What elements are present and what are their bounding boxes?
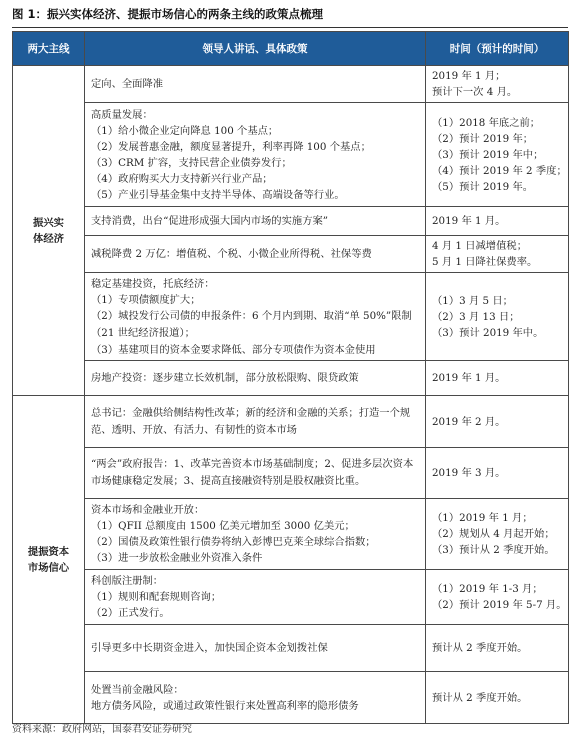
- table-row: [13, 499, 569, 570]
- time-line: 4 月 1 日减增值税；: [432, 240, 527, 252]
- time-line: （2）规划从 4 月起开始；: [432, 528, 555, 540]
- policy-line: （1）给小微企业定向降息 100 个基点；: [91, 124, 279, 137]
- table-row: [13, 625, 569, 672]
- time-line: （3）预计 2019 年中。: [432, 326, 544, 339]
- time-line: （1）2019 年 1 月；: [432, 512, 533, 524]
- time-cell: [426, 499, 569, 570]
- time-cell: [426, 236, 569, 273]
- policy-line: 处置当前金融风险：: [91, 683, 184, 696]
- time-cell: [426, 570, 569, 625]
- time-line: （2）3 月 13 日；: [432, 310, 520, 323]
- policy-line: （1）专项债额度扩大；: [91, 293, 201, 306]
- policy-line: 房地产投资：逐步建立长效机制，部分放松限购、限贷政策: [91, 372, 359, 384]
- table-row: [13, 103, 569, 207]
- time-cell: [426, 672, 569, 724]
- time-cell: [426, 103, 569, 207]
- policy-cell: [85, 66, 426, 103]
- table-row: [13, 273, 569, 361]
- table-header-row: [13, 32, 569, 66]
- source-note: 资料来源：政府网站，国泰君安证券研究: [12, 724, 192, 735]
- policy-line: “两会”政府报告：1、改革完善资本市场基础制度；2、促进多层次资本市场健康稳定发展；3、提高直接融资特别是股权融资比重。: [91, 458, 414, 487]
- policy-cell: [85, 570, 426, 625]
- policy-line: 总书记：金融供给侧结构性改革；新的经济和金融的关系；打造一个规范、透明、开放、有活力、有韧性的资本市场: [91, 406, 411, 436]
- policy-cell: [85, 672, 426, 724]
- policy-line: 稳定基建投资，托底经济：: [91, 277, 215, 290]
- policy-line: （1）QFII 总额度由 1500 亿美元增加至 3000 亿美元；: [91, 520, 355, 532]
- policy-line: （2）发展普惠金融，额度显著提升，利率再降 100 个基点；: [91, 140, 371, 153]
- title-divider: [12, 27, 568, 28]
- time-cell: [426, 448, 569, 499]
- time-line: 2019 年 2 月。: [432, 415, 506, 428]
- policy-line: 高质量发展：: [91, 108, 153, 121]
- table-row: [13, 207, 569, 236]
- table-row: [13, 236, 569, 273]
- policy-cell: [85, 499, 426, 570]
- policy-cell: [85, 448, 426, 499]
- time-cell: [426, 625, 569, 672]
- policy-cell: [85, 103, 426, 207]
- time-line: （1）3 月 5 日；: [432, 294, 513, 307]
- policy-line: （1）规则和配套规则咨询；: [91, 591, 222, 603]
- policy-cell: [85, 396, 426, 448]
- policy-cell: [85, 625, 426, 672]
- time-line: 2019 年 1 月。: [432, 372, 506, 384]
- time-line: （3）预计从 2 季度开始。: [432, 544, 555, 556]
- time-line: （1）2018 年底之前；: [432, 116, 541, 129]
- policy-line: 减税降费 2 万亿：增值税、个税、小微企业所得税、社保等费: [91, 248, 372, 260]
- table-row: [13, 361, 569, 396]
- policy-line: 地方债务风险，或通过政策性银行来处置高利率的隐形债务: [91, 699, 359, 712]
- table-row: [13, 448, 569, 499]
- figure-title: 图 1：振兴实体经济、提振市场信心的两条主线的政策点梳理: [12, 7, 324, 21]
- time-line: 预计从 2 季度开始。: [432, 691, 528, 704]
- time-cell: [426, 361, 569, 396]
- policy-line: 科创版注册制：: [91, 575, 164, 587]
- header-time: 时间（预计的时间）: [426, 32, 569, 66]
- policy-line: 定向、全面降准: [91, 78, 164, 90]
- time-line: （2）预计 2019 年；: [432, 132, 534, 145]
- time-cell: [426, 207, 569, 236]
- time-cell: [426, 66, 569, 103]
- header-policy: 领导人讲话、具体政策: [85, 32, 426, 66]
- category-label: 振兴实体经济: [33, 216, 64, 245]
- category-label: 提振资本市场信心: [27, 545, 70, 574]
- policy-line: 引导更多中长期资金进入，加快国企资本金划拨社保: [91, 642, 328, 654]
- policy-cell: [85, 236, 426, 273]
- policy-cell: [85, 361, 426, 396]
- category-cell-real-economy: [13, 66, 85, 396]
- time-line: （5）预计 2019 年。: [432, 180, 534, 193]
- time-line: 5 月 1 日降社保费率。: [432, 256, 538, 268]
- time-line: 2019 年 1 月；: [432, 70, 506, 82]
- table-row: [13, 66, 569, 103]
- time-line: （3）预计 2019 年中；: [432, 148, 544, 161]
- time-cell: [426, 273, 569, 361]
- time-line: 2019 年 1 月。: [432, 215, 506, 227]
- policy-line: （3）基建项目的资本金要求降低、部分专项债作为资本金使用: [91, 343, 376, 356]
- table-row: [13, 672, 569, 724]
- time-line: （1）2019 年 1-3 月；: [432, 583, 543, 595]
- header-main-line: 两大主线: [13, 32, 85, 66]
- policy-line: （5）产业引导基金集中支持半导体、高端设备等行业。: [91, 188, 345, 201]
- table-row: [13, 396, 569, 448]
- policy-cell: [85, 207, 426, 236]
- policy-table: [12, 31, 569, 724]
- policy-line: 支持消费，出台“促进形成强大国内市场的实施方案”: [91, 215, 329, 227]
- time-line: （2）预计 2019 年 5-7 月。: [432, 599, 567, 611]
- category-cell-capital-market: [13, 396, 85, 724]
- time-line: （4）预计 2019 年 2 季度；: [432, 164, 567, 177]
- policy-line: （2）正式发行。: [91, 607, 170, 619]
- policy-line: （2）城投发行公司债的申报条件：6 个月内到期、取消“单 50%”限制（21 世纪经济报道）；: [91, 309, 412, 339]
- time-cell: [426, 396, 569, 448]
- policy-line: （3）进一步放松金融业外资准入条件: [91, 552, 263, 564]
- time-line: 预计从 2 季度开始。: [432, 642, 528, 654]
- policy-line: 资本市场和金融业开放：: [91, 504, 205, 516]
- policy-line: （4）政府购买大力支持新兴行业产品；: [91, 172, 273, 185]
- policy-cell: [85, 273, 426, 361]
- time-line: 2019 年 3 月。: [432, 467, 506, 479]
- time-line: 预计下一次 4 月。: [432, 86, 518, 98]
- policy-line: （2）国债及政策性银行债券将纳入彭博巴克莱全球综合指数；: [91, 536, 376, 548]
- policy-line: （3）CRM 扩容，支持民营企业债券发行；: [91, 156, 292, 169]
- table-row: [13, 570, 569, 625]
